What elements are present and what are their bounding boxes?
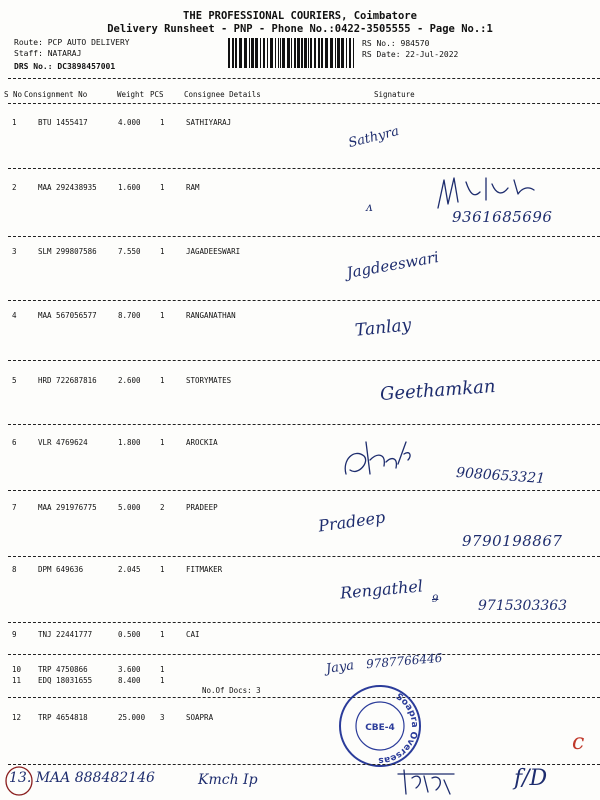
barcode-bar [251, 38, 254, 68]
row-sno: 3 [12, 247, 17, 256]
rs-number: RS No.: 984570 [362, 39, 430, 48]
barcode-bar [314, 38, 316, 68]
row-sno: 8 [12, 565, 17, 574]
row-sno: 6 [12, 438, 17, 447]
tick-mark: ᴧ [366, 200, 373, 214]
row-weight: 5.000 [118, 503, 141, 512]
divider [8, 103, 600, 104]
row-pcs: 1 [160, 183, 165, 192]
barcode-bar [308, 38, 309, 68]
row-sno: 5 [12, 376, 17, 385]
barcode-bar [270, 38, 273, 68]
row-pcs: 2 [160, 503, 165, 512]
row-pcs: 1 [160, 118, 165, 127]
row-weight: 2.600 [118, 376, 141, 385]
barcode-bar [349, 38, 351, 68]
row-sno: 12 [12, 713, 22, 722]
signature [336, 436, 416, 484]
handwritten-entry: 13. MAA 888482146 [9, 770, 155, 786]
row-pcs: 1 [160, 665, 165, 674]
row-weight: 8.400 [118, 676, 141, 685]
barcode-bar [325, 38, 328, 68]
barcode-bar [341, 38, 344, 68]
phone-number: 9715303363 [478, 598, 568, 614]
row-consignment: TNJ 22441777 [38, 630, 93, 639]
phone-number: 9787766446 [365, 650, 443, 672]
row-weight: 4.000 [118, 118, 141, 127]
col-consignee: Consignee Details [184, 90, 261, 99]
row-pcs: 1 [160, 630, 165, 639]
handwritten-note: Kmch Ip [198, 772, 258, 788]
barcode-bar [353, 38, 354, 68]
barcode-bar [287, 38, 290, 68]
divider [8, 300, 600, 301]
struck-number: 9 [432, 594, 439, 605]
row-weight: 25.000 [118, 713, 146, 722]
row-consignment: BTU 1455417 [38, 118, 88, 127]
barcode-bar [301, 38, 303, 68]
red-mark: c [572, 730, 585, 755]
row-sno: 7 [12, 503, 17, 512]
handwritten-mark: f/D [514, 766, 548, 791]
signature: Jaya [325, 658, 355, 677]
rs-date: RS Date: 22-Jul-2022 [362, 50, 459, 59]
stamp-text: Soapra Overseas [378, 692, 420, 766]
company-title: THE PROFESSIONAL COURIERS, Coimbatore [183, 10, 417, 22]
row-consignee: RANGANATHAN [186, 311, 236, 320]
barcode-bar [249, 38, 250, 68]
row-weight: 1.800 [118, 438, 141, 447]
signature: Pradeep [317, 507, 387, 536]
divider [8, 78, 600, 79]
row-sno: 4 [12, 311, 17, 320]
barcode-bar [255, 38, 258, 68]
row-consignment: TRP 4654818 [38, 713, 88, 722]
barcode-bar [335, 38, 336, 68]
row-weight: 2.045 [118, 565, 141, 574]
barcode-bar [278, 38, 279, 68]
barcode [228, 38, 356, 68]
phone-number: 9080653321 [455, 464, 546, 488]
barcode-bar [228, 38, 230, 68]
barcode-bar [282, 38, 285, 68]
divider [8, 236, 600, 237]
barcode-bar [291, 38, 292, 68]
divider [8, 556, 600, 557]
barcode-bar [263, 38, 265, 68]
barcode-bar [310, 38, 312, 68]
row-sno: 10 [12, 665, 22, 674]
barcode-bar [275, 38, 276, 68]
barcode-bar [321, 38, 323, 68]
signature: Sathyra [346, 123, 401, 152]
row-weight: 7.550 [118, 247, 141, 256]
divider [8, 490, 600, 491]
row-consignment: SLM 299807586 [38, 247, 97, 256]
barcode-bar [294, 38, 296, 68]
row-consignee: SATHIYARAJ [186, 118, 232, 127]
col-weight: Weight [117, 90, 145, 99]
col-signature: Signature [374, 90, 415, 99]
row-consignee: FITMAKER [186, 565, 223, 574]
row-pcs: 1 [160, 676, 165, 685]
row-sno: 11 [12, 676, 22, 685]
row-consignee: RAM [186, 183, 200, 192]
row-sno: 2 [12, 183, 17, 192]
row-consignment: MAA 567056577 [38, 311, 97, 320]
col-pcs: PCS [150, 90, 164, 99]
row-consignee: STORYMATES [186, 376, 232, 385]
divider [8, 424, 600, 425]
col-sno: S No [4, 90, 23, 99]
barcode-bar [318, 38, 320, 68]
signature: Tanlay [354, 315, 413, 341]
staff-label: Staff: NATARAJ [14, 49, 82, 58]
divider [8, 360, 600, 361]
divider [8, 168, 600, 169]
row-weight: 0.500 [118, 630, 141, 639]
row-pcs: 1 [160, 247, 165, 256]
phone-number: 9790198867 [462, 532, 563, 550]
row-sno: 1 [12, 118, 17, 127]
row-sno: 9 [12, 630, 17, 639]
barcode-bar [280, 38, 281, 68]
barcode-bar [232, 38, 234, 68]
stamp-code: CBE-4 [365, 723, 395, 733]
row-consignment: MAA 291976775 [38, 503, 97, 512]
divider [8, 622, 600, 623]
signature: Geethamkan [379, 375, 497, 406]
row-weight: 8.700 [118, 311, 141, 320]
row-pcs: 1 [160, 311, 165, 320]
col-consignment: Consignment No [24, 90, 88, 99]
row-consignment: HRD 722687816 [38, 376, 97, 385]
barcode-bar [297, 38, 300, 68]
row-consignee: AROCKIA [186, 438, 218, 447]
row-consignment: DPM 649636 [38, 565, 84, 574]
divider [8, 697, 600, 698]
row-consignee: PRADEEP [186, 503, 218, 512]
row-consignment: TRP 4750866 [38, 665, 88, 674]
row-pcs: 1 [160, 565, 165, 574]
row-consignee: JAGADEESWARI [186, 247, 241, 256]
barcode-bar [244, 38, 247, 68]
row-weight: 3.600 [118, 665, 141, 674]
docs-count: No.Of Docs: 3 [202, 686, 261, 695]
scribble [394, 766, 460, 798]
row-consignee: CAI [186, 630, 200, 639]
barcode-bar [337, 38, 340, 68]
row-consignment: EDQ 18031655 [38, 676, 93, 685]
row-consignee: SOAPRA [186, 713, 214, 722]
barcode-bar [304, 38, 307, 68]
barcode-bar [330, 38, 333, 68]
divider [8, 654, 600, 655]
company-stamp [338, 684, 422, 768]
drs-number: DRS No.: DC3898457001 [14, 62, 116, 71]
phone-number: 9361685696 [452, 208, 553, 226]
barcode-bar [260, 38, 261, 68]
signature: Rengathel [339, 576, 424, 603]
row-pcs: 3 [160, 713, 165, 722]
row-pcs: 1 [160, 438, 165, 447]
row-weight: 1.600 [118, 183, 141, 192]
row-consignment: VLR 4769624 [38, 438, 88, 447]
row-pcs: 1 [160, 376, 165, 385]
row-consignment: MAA 292438935 [38, 183, 97, 192]
signature: Jagdeeswari [345, 248, 441, 282]
route-label: Route: PCP AUTO DELIVERY [14, 38, 130, 47]
barcode-bar [267, 38, 268, 68]
runsheet-subtitle: Delivery Runsheet - PNP - Phone No.:0422-3505555 - Page No.:1 [107, 23, 493, 35]
barcode-bar [346, 38, 347, 68]
barcode-bar [239, 38, 242, 68]
divider [8, 764, 600, 765]
barcode-bar [235, 38, 237, 68]
